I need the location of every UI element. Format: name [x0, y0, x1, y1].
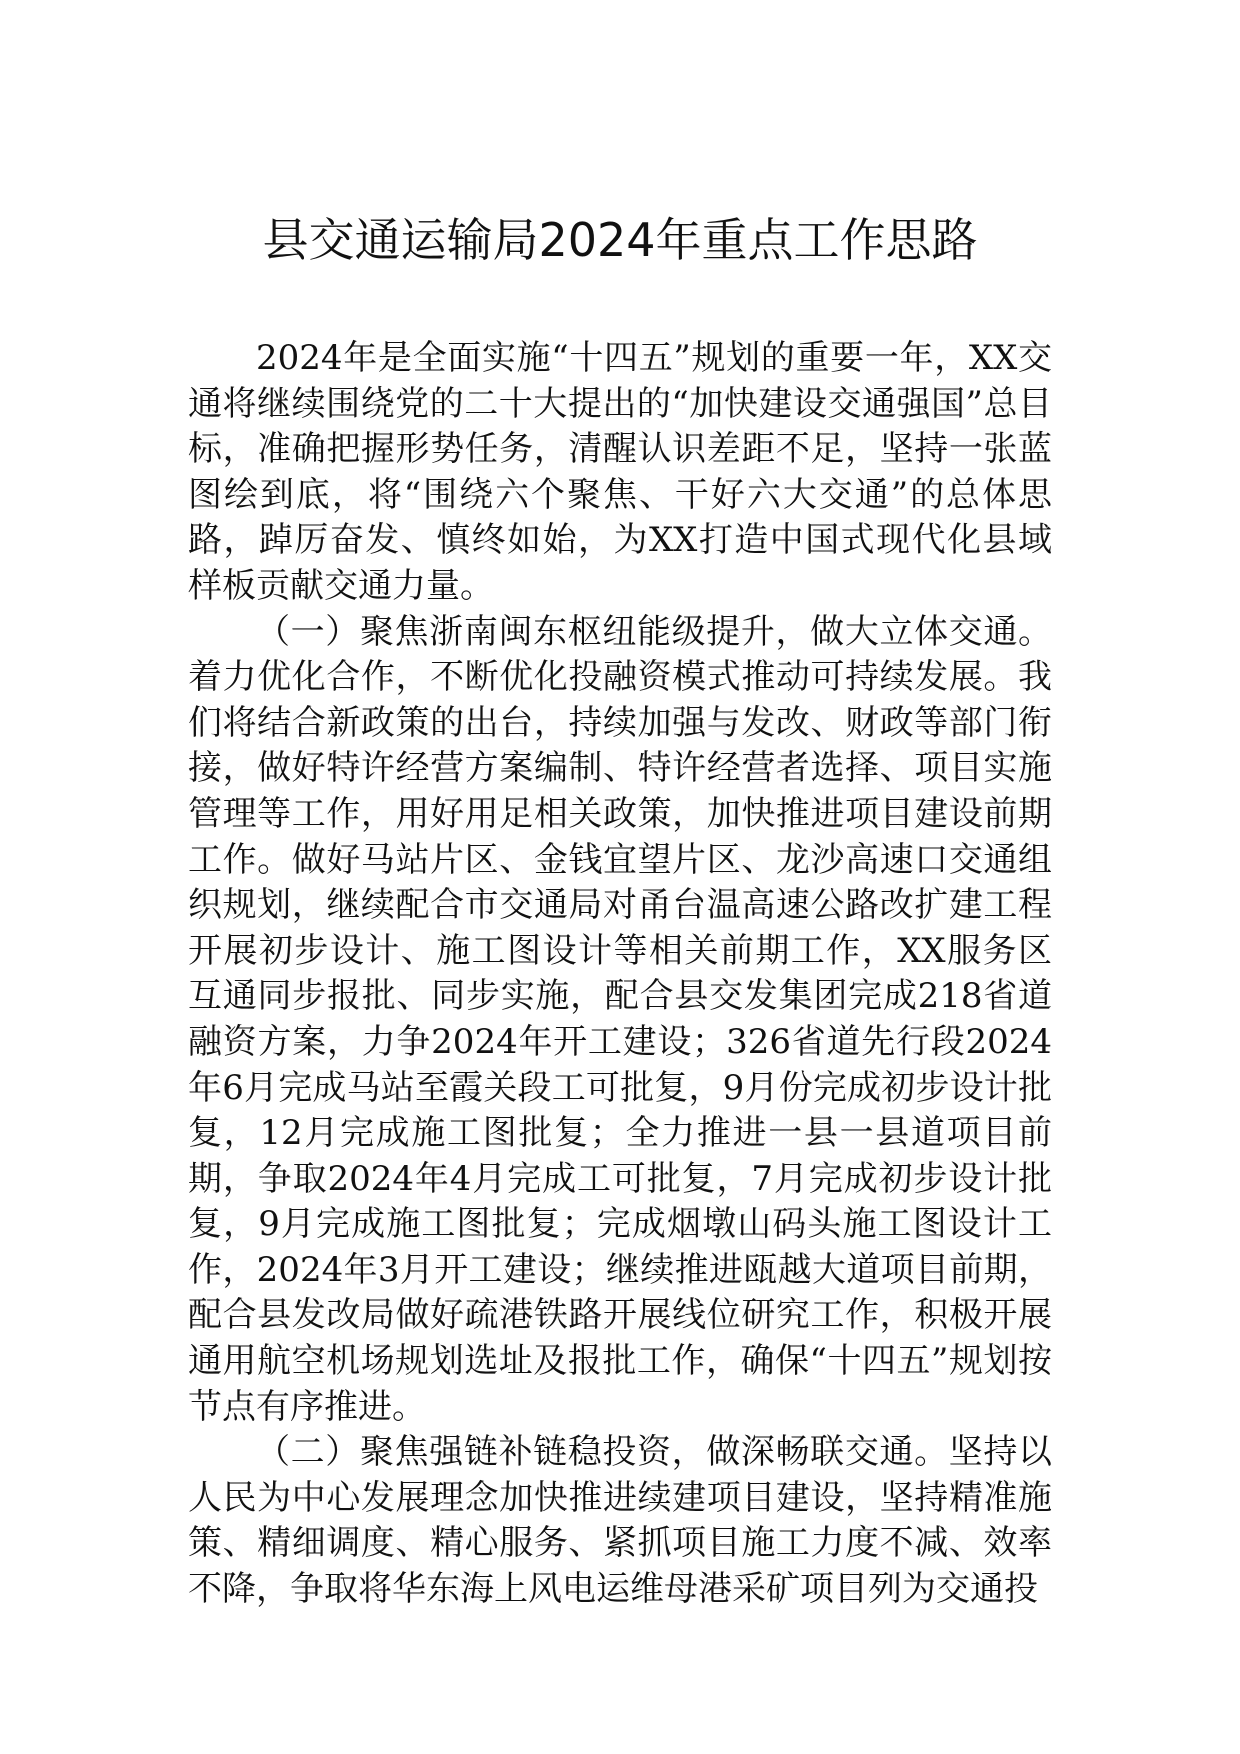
document-body: [188, 336, 1052, 1613]
document-title: 县交通运输局2024年重点工作思路: [262, 213, 978, 267]
paragraph-section-1: （一）聚焦浙南闽东枢纽能级提升，做大立体交通。着力优化合作，不断优化投融资模式推动可持续发展。我们将结合新政策的出台，持续加强与发改、财政等部门衔接，做好特许经营方案编制、特许经营者选择、项目实施管理等工作，用好用足相关政策，加快推进项目建设前期工作。做好马站片区、金钱宜望片区、龙沙高速口交通组织规划，继续配合市交通局对甬台温高速公路改扩建工程开展初步设计、施工图设计等相关前期工作，XX服务区互通同步报批、同步实施，配合县交发集团完成218省道融资方案，力争2024年开工建设；326省道先行段2024年6月完成马站至霞关段工可批复，9月份完成初步设计批复，12月完成施工图批复；全力推进一县一县道项目前期，争取2024年4月完成工可批复，7月完成初步设计批复，9月完成施工图批复；完成烟墩山码头施工图设计工作，2024年3月开工建设；继续推进瓯越大道项目前期，配合县发改局做好疏港铁路开展线位研究工作，积极开展通用航空机场规划选址及报批工作，确保“十四五”规划按节点有序推进。: [188, 611, 1052, 1427]
paragraph-section-2: （二）聚焦强链补链稳投资，做深畅联交通。坚持以人民为中心发展理念加快推进续建项目建设，坚持精准施策、精细调度、精心服务、紧抓项目施工力度不减、效率不降，争取将华东海上风电运维母港采矿项目列为交通投: [188, 1432, 1052, 1610]
paragraph-intro: 2024年是全面实施“十四五”规划的重要一年，XX交通将继续围绕党的二十大提出的“加快建设交通强国”总目标，准确把握形势任务，清醒认识差距不足，坚持一张蓝图绘到底，将“围绕六个聚焦、干好六大交通”的总体思路，踔厉奋发、慎终如始，为XX打造中国式现代化县域样板贡献交通力量。: [188, 338, 1052, 606]
